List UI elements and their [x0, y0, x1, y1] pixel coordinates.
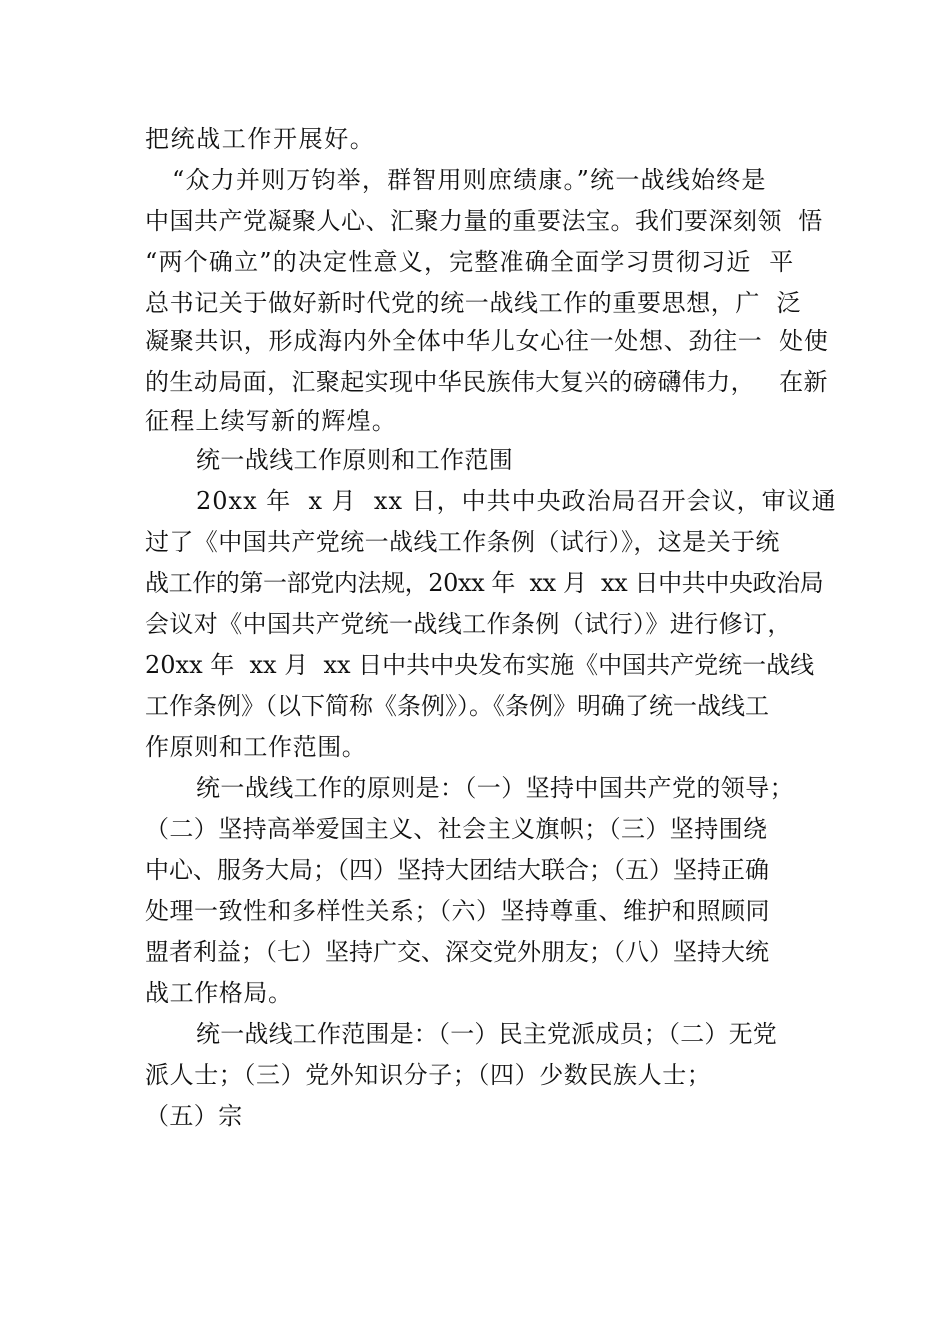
- text-line: 战工作格局。: [145, 979, 293, 1007]
- text-line: 中国共产党凝聚人心、汇聚力量的重要法宝。我们要深刻领 悟: [145, 207, 823, 235]
- text-line: 过了《中国共产党统一战线工作条例（试行）》，这是关于统: [145, 528, 780, 556]
- text-line: （五）宗: [145, 1102, 243, 1130]
- text-line: “众力并则万钧举，群智用则庶绩康。”统一战线始终是: [172, 166, 767, 194]
- text-line: 20xx 年 x 月 xx 日，中共中央政治局召开会议，审议通: [196, 487, 837, 515]
- text-line: 统一战线工作的原则是：（一）坚持中国共产党的领导；: [196, 774, 794, 802]
- text-line: 处理一致性和多样性关系；（六）坚持尊重、维护和照顾同: [145, 897, 770, 925]
- text-line: 作原则和工作范围。: [145, 733, 367, 761]
- text-line: 中心、服务大局；（四）坚持大团结大联合；（五）坚持正确: [145, 856, 769, 884]
- section-heading: 统一战线工作原则和工作范围: [196, 446, 514, 474]
- text-line: 战工作的第一部党内法规，20xx 年 xx 月 xx 日中共中央政治局: [145, 569, 824, 597]
- text-line: 把统战工作开展好。: [145, 125, 376, 153]
- text-line: “两个确立”的决定性意义，完整准确全面学习贯彻习近 平: [145, 248, 795, 276]
- text-line: 征程上续写新的辉煌。: [145, 407, 397, 435]
- text-line: 会议对《中国共产党统一战线工作条例（试行）》进行修订，: [145, 610, 792, 638]
- text-line: 盟者利益；（七）坚持广交、深交党外朋友；（八）坚持大统: [145, 938, 769, 966]
- text-line: 凝聚共识，形成海内外全体中华儿女心往一处想、劲往一 处使: [145, 327, 829, 355]
- text-line: 20xx 年 xx 月 xx 日中共中央发布实施《中国共产党统一战线: [145, 651, 815, 679]
- text-line: 派人士；（三）党外知识分子；（四）少数民族人士；: [145, 1061, 712, 1089]
- text-line: 统一战线工作范围是：（一）民主党派成员；（二）无党: [196, 1020, 777, 1048]
- text-line: 的生动局面，汇聚起实现中华民族伟大复兴的磅礴伟力， 在新: [145, 368, 828, 396]
- text-line: 工作条例》（以下简称《条例》）。《条例》明确了统一战线工: [145, 692, 769, 720]
- text-line: （二）坚持高举爱国主义、社会主义旗帜；（三）坚持围绕: [145, 815, 768, 843]
- text-line: 总书记关于做好新时代党的统一战线工作的重要思想，广 泛: [145, 289, 802, 317]
